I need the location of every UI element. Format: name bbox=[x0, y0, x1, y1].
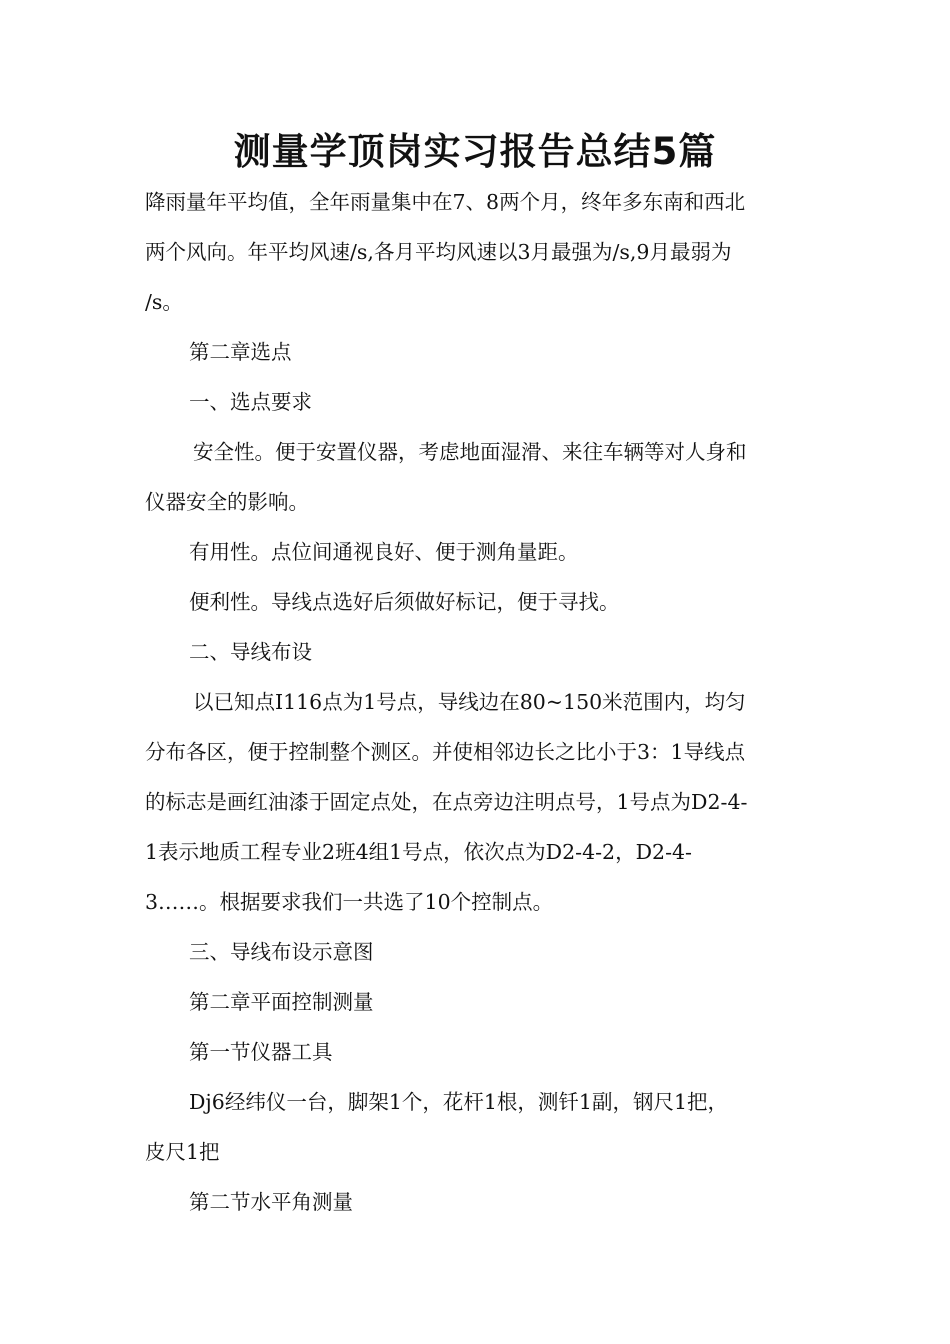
section-heading: 二、导线布设 bbox=[189, 640, 312, 664]
paragraph-line: 便利性。导线点选好后须做好标记，便于寻找。 bbox=[189, 590, 620, 614]
section-heading: 三、导线布设示意图 bbox=[189, 940, 374, 964]
paragraph-line: 安全性。便于安置仪器，考虑地面湿滑、来往车辆等对人身和 bbox=[193, 440, 747, 464]
paragraph-line: 3……。根据要求我们一共选了10个控制点。 bbox=[145, 890, 554, 914]
section-heading: 第一节仪器工具 bbox=[189, 1040, 333, 1064]
paragraph-line: 降雨量年平均值，全年雨量集中在7、8两个月，终年多东南和西北 bbox=[145, 190, 746, 214]
chapter-heading: 第二章选点 bbox=[189, 340, 292, 364]
paragraph-line: 仪器安全的影响。 bbox=[145, 490, 309, 514]
document-body bbox=[145, 177, 807, 1227]
paragraph-line: 有用性。点位间通视良好、便于测角量距。 bbox=[189, 540, 579, 564]
paragraph-line: 以已知点I116点为1号点，导线边在80~150米范围内，均匀 bbox=[193, 690, 746, 714]
paragraph-line: Dj6经纬仪一台，脚架1个，花杆1根，测钎1副，钢尺1把， bbox=[189, 1090, 729, 1114]
section-heading: 第二节水平角测量 bbox=[189, 1190, 353, 1214]
chapter-heading: 第二章平面控制测量 bbox=[189, 990, 374, 1014]
paragraph-line: 皮尺1把 bbox=[145, 1140, 220, 1164]
document-title: 测量学顶岗实习报告总结5篇 bbox=[233, 130, 717, 173]
section-heading: 一、选点要求 bbox=[189, 390, 312, 414]
paragraph-line: 两个风向。年平均风速/s,各月平均风速以3月最强为/s,9月最弱为 bbox=[145, 240, 732, 264]
paragraph-line: /s。 bbox=[145, 290, 183, 314]
paragraph-line: 分布各区，便于控制整个测区。并使相邻边长之比小于3：1导线点 bbox=[145, 740, 746, 764]
paragraph-line: 1表示地质工程专业2班4组1号点，依次点为D2-4-2，D2-4- bbox=[145, 840, 692, 864]
paragraph-line: 的标志是画红油漆于固定点处，在点旁边注明点号，1号点为D2-4- bbox=[145, 790, 748, 814]
